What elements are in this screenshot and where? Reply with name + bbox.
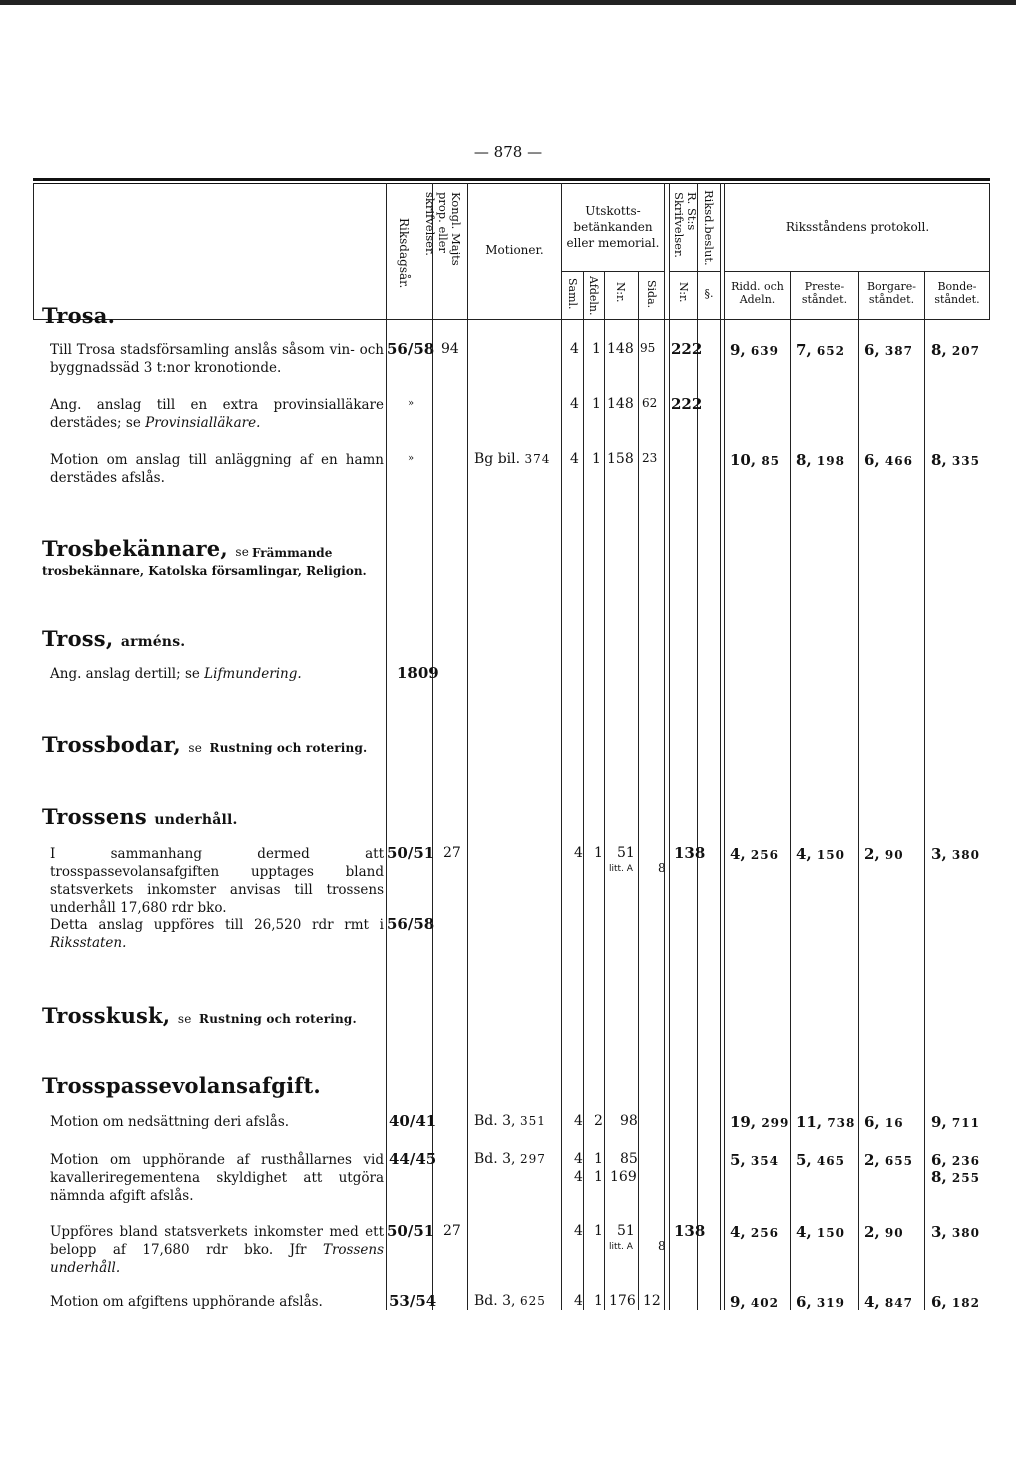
sub-par: §. [704, 287, 714, 300]
cell-litt: litt. A [609, 1242, 633, 1252]
cell-prop: 94 [441, 341, 459, 357]
cell-borg: 2, 655 [864, 1151, 913, 1169]
cell-afd: 1 [592, 341, 601, 357]
cell-prest: 5, 465 [796, 1151, 845, 1169]
col-line [720, 183, 721, 1310]
cell-sida: 8 [658, 861, 666, 875]
cell-nr: 148 [607, 341, 634, 357]
cell-prop: 27 [443, 1223, 461, 1239]
cell-sida: 8 [658, 1239, 666, 1253]
sub-afdeln: Afdeln. [587, 276, 600, 316]
cell-bonde: 9, 711 [931, 1113, 980, 1131]
cell-borg: 2, 90 [864, 845, 904, 863]
sub-rule [724, 271, 990, 272]
cell-bonde: 3, 380 [931, 1223, 980, 1241]
cell-afd: 1 [594, 845, 603, 861]
header-kongl: Kongl. Majts prop. eller skrifvelser. [423, 192, 463, 266]
table-top-rule [33, 178, 990, 181]
entry-text: Ang. anslag till en extra provinsialläkare derstädes; se Provinsialläkare. [50, 397, 384, 431]
cell-nr: 85 [620, 1151, 638, 1167]
entry-text: Motion om anslag till anläggning af en hamn derstädes afslås. [50, 452, 384, 486]
cell-afd: 1 [594, 1169, 603, 1185]
entry-text: Motion om upphörande af rusthållarnes vid kavalleriregementena skyldighet att utgöra nämnda afgift afslås. [50, 1152, 384, 1204]
header-bottom-rule [33, 319, 990, 320]
cell-riksdag: » [408, 398, 415, 409]
frame-left [33, 183, 34, 320]
col-line [924, 272, 925, 1310]
cell-sida: 95 [640, 341, 656, 355]
col-line [669, 183, 670, 1310]
entry-text: I sammanhang dermed att trosspassevolansafgiften upptages bland statsverkets inkomster anvisas till trossens underhåll 17,680 rdr bko. [50, 846, 384, 916]
cell-nr: 158 [607, 451, 634, 467]
cell-saml: 4 [570, 451, 579, 467]
entry-text: Till Trosa stadsförsamling anslås såsom vin- och byggnadssäd 3 t:nor kronotionde. [50, 342, 384, 376]
cell-borg: 6, 466 [864, 451, 913, 469]
section-trosbekannare: Trosbekännare, se [42, 536, 250, 561]
cell-afd: 1 [594, 1151, 603, 1167]
entry-text: Ang. anslag dertill; se Lifmundering. [50, 666, 302, 682]
cell-borg: 6, 387 [864, 341, 913, 359]
cell-riksdag: 50/51 [387, 1222, 435, 1240]
cell-saml: 4 [574, 1169, 583, 1185]
col-line [638, 272, 639, 1310]
section-trosspassevolansafgift: Trosspassevolansafgift. [42, 1073, 321, 1098]
cell-nr: 98 [620, 1113, 638, 1129]
cell-nr: 169 [610, 1169, 637, 1185]
cell-bonde: 8, 255 [931, 1168, 980, 1186]
entry-text: Uppföres bland statsverkets inkomster med ett belopp af 17,680 rdr bko. Jfr Trossens underhåll. [50, 1224, 384, 1276]
cell-riksdag: 50/51 [387, 844, 435, 862]
cell-bonde: 8, 207 [931, 341, 980, 359]
header-motioner: Motioner. [485, 243, 544, 257]
top-edge [0, 0, 1016, 5]
cell-motion: Bg bil. 374 [474, 451, 551, 467]
cell-motion: Bd. 3, 297 [474, 1151, 546, 1167]
sub-nr: N:r. [614, 282, 627, 303]
cell-motion: Bd. 3, 351 [474, 1113, 546, 1129]
sub-rule [561, 271, 664, 272]
cell-saml: 4 [574, 845, 583, 861]
header-rst: R. St:s Skrifvelser. [672, 192, 699, 258]
cell-riksdag: » [408, 453, 415, 464]
cell-rst: 138 [674, 844, 706, 862]
cell-afd: 1 [592, 396, 601, 412]
cell-saml: 4 [574, 1151, 583, 1167]
sub-sida: Sida. [645, 280, 658, 309]
cell-saml: 4 [574, 1223, 583, 1239]
col-line [724, 183, 725, 1310]
cell-bonde: 3, 380 [931, 845, 980, 863]
cell-riksdag: 53/54 [389, 1292, 437, 1310]
cell-nr: 51 [617, 1223, 635, 1239]
cell-afd: 2 [594, 1113, 603, 1129]
section-trossbodar: Trossbodar, se Rustning och rotering. [42, 732, 368, 757]
cell-borg: 6, 16 [864, 1113, 904, 1131]
cell-sida: 62 [642, 396, 658, 410]
section-tross: Tross, arméns. [42, 626, 186, 651]
col-line [790, 272, 791, 1310]
cell-sida: 12 [643, 1293, 661, 1309]
table-top-rule-thin [33, 183, 990, 184]
sub-ridd: Ridd. och Adeln. [731, 280, 784, 306]
cell-ridd: 19, 299 [730, 1113, 790, 1131]
cell-prest: 4, 150 [796, 1223, 845, 1241]
section-trosskusk: Trosskusk, se Rustning och rotering. [42, 1003, 357, 1028]
cell-bonde: 6, 236 [931, 1151, 980, 1169]
cell-ridd: 4, 256 [730, 1223, 779, 1241]
cell-sida: 23 [642, 451, 658, 465]
sub-bonde: Bonde-ståndet. [934, 280, 980, 306]
cell-nr: 51 [617, 845, 635, 861]
header-utskotts: Utskotts-betänkanden eller memorial. [566, 204, 660, 250]
entry-text: Motion om afgiftens upphörande afslås. [50, 1294, 323, 1310]
header-riksd-beslut: Riksd.beslut. [702, 190, 716, 266]
sub-rst-nr: N:r. [677, 282, 690, 303]
cell-motion: Bd. 3, 625 [474, 1293, 546, 1309]
col-line [858, 272, 859, 1310]
cell-ridd: 10, 85 [730, 451, 781, 469]
frame-right [989, 183, 990, 320]
sub-saml: Saml. [566, 278, 579, 310]
cell-ridd: 4, 256 [730, 845, 779, 863]
col-line [604, 272, 605, 1310]
header-protokoll: Riksståndens protokoll. [785, 220, 930, 234]
cell-borg: 4, 847 [864, 1293, 913, 1311]
header-riksdagsar: Riksdagsår. [397, 218, 411, 289]
cell-prest: 7, 652 [796, 341, 845, 359]
cell-ridd: 9, 402 [730, 1293, 779, 1311]
cell-nr: 148 [607, 396, 634, 412]
page-number: — 878 — [473, 143, 543, 161]
cell-litt: litt. A [609, 864, 633, 874]
cell-riksdag: 1809 [397, 664, 439, 682]
cell-riksdag: 56/58 [387, 340, 435, 358]
cell-saml: 4 [574, 1293, 583, 1309]
cell-prest: 8, 198 [796, 451, 845, 469]
entry-text: Detta anslag uppföres till 26,520 rdr rmt i Riksstaten. [50, 917, 384, 951]
col-line [467, 183, 468, 1310]
cell-nr: 176 [609, 1293, 636, 1309]
cell-prest: 4, 150 [796, 845, 845, 863]
col-line [664, 183, 665, 1310]
cell-rst: 222 [671, 340, 703, 358]
col-line [561, 183, 562, 1310]
cell-bonde: 8, 335 [931, 451, 980, 469]
cell-ridd: 9, 639 [730, 341, 779, 359]
cell-rst: 138 [674, 1222, 706, 1240]
cell-ridd: 5, 354 [730, 1151, 779, 1169]
cell-saml: 4 [574, 1113, 583, 1129]
sub-prest: Preste-ståndet. [801, 280, 848, 306]
cell-riksdag: 40/41 [389, 1112, 437, 1130]
cell-riksdag: 56/58 [387, 915, 435, 933]
cell-riksdag: 44/45 [389, 1150, 437, 1168]
cell-afd: 1 [594, 1293, 603, 1309]
entry-text: Motion om nedsättning deri afslås. [50, 1114, 290, 1130]
cell-borg: 2, 90 [864, 1223, 904, 1241]
cell-prest: 11, 738 [796, 1113, 856, 1131]
section-trosbekannare-ref: Främmande trosbekännare, Katolska församlingar, Religion. [42, 546, 367, 578]
cell-afd: 1 [594, 1223, 603, 1239]
cell-afd: 1 [592, 451, 601, 467]
cell-saml: 4 [570, 341, 579, 357]
cell-prop: 27 [443, 845, 461, 861]
section-trossens: Trossens underhåll. [42, 804, 238, 829]
cell-rst: 222 [671, 395, 703, 413]
cell-saml: 4 [570, 396, 579, 412]
section-trosa: Trosa. [42, 303, 116, 328]
cell-prest: 6, 319 [796, 1293, 845, 1311]
sub-rule [669, 271, 720, 272]
sub-borg: Borgare-ståndet. [866, 280, 917, 306]
col-line [583, 272, 584, 1310]
cell-bonde: 6, 182 [931, 1293, 980, 1311]
